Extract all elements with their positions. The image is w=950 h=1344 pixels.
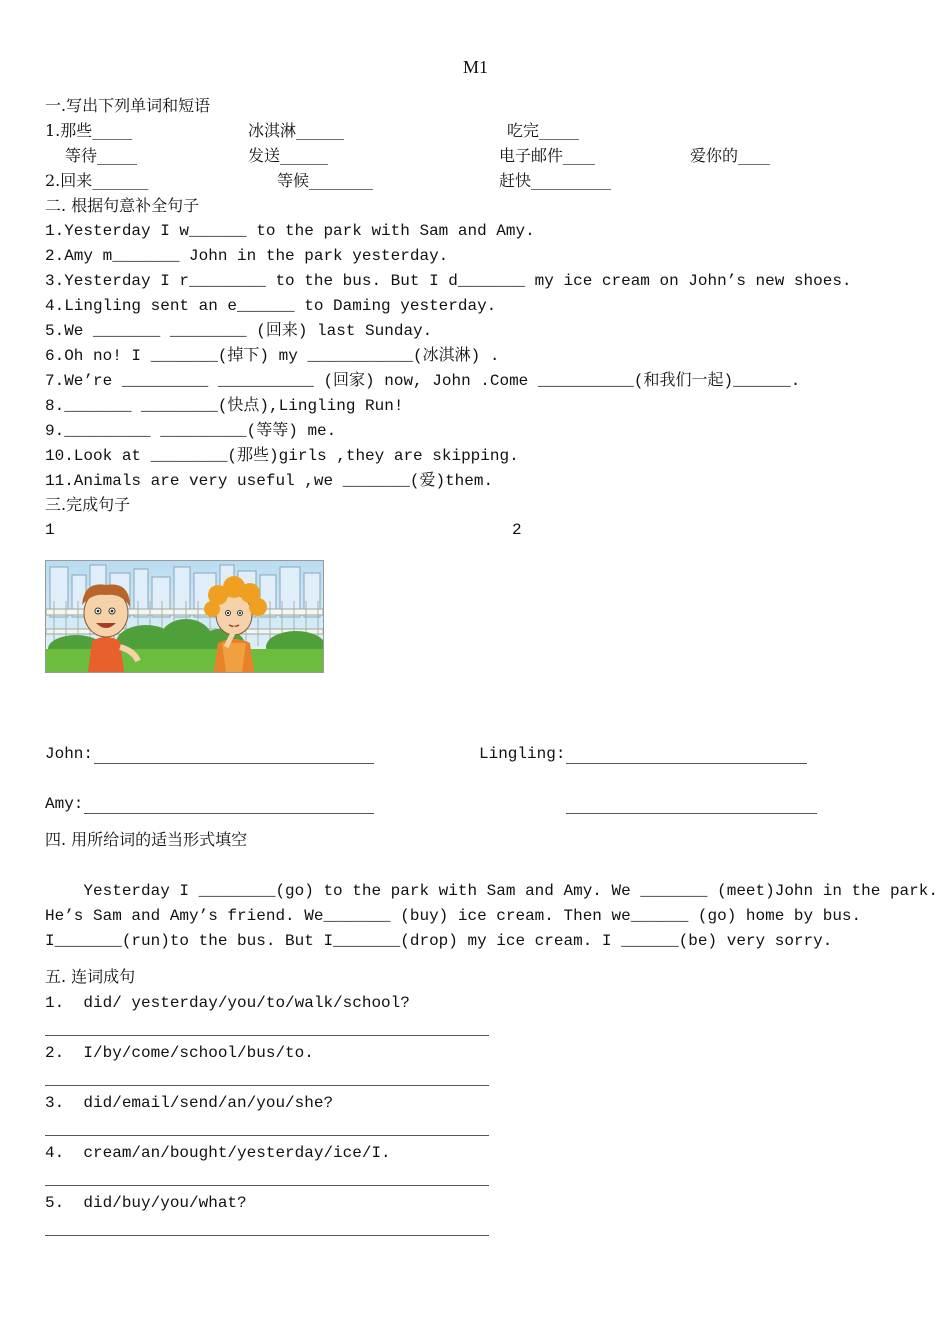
section2-heading: 二. 根据句意补全句子 <box>45 196 200 215</box>
reorder-item: 1. did/ yesterday/you/to/walk/school? <box>45 994 410 1012</box>
passage-line: He’s Sam and Amy’s friend. We_______ (buy) ice cream. Then we______ (go) home by bus. <box>45 907 862 925</box>
sentence-item: 8._______ ________(快点),Lingling Run! <box>45 397 404 415</box>
section5-heading: 五. 连词成句 <box>45 967 136 986</box>
vocab-item: 爱你的____ <box>690 146 771 165</box>
sentence-item: 6.Oh no! I _______(掉下) my ___________(冰淇淋) . <box>45 347 500 365</box>
picture-number-1: 1 <box>45 521 55 539</box>
passage-line: I_______(run)to the bus. But I_______(drop) my ice cream. I ______(be) very sorry. <box>45 932 833 950</box>
section4-heading: 四. 用所给词的适当形式填空 <box>45 830 248 849</box>
answer-line[interactable] <box>566 813 817 814</box>
vocab-item: 发送______ <box>248 146 329 165</box>
sentence-item: 5.We _______ ________ (回来) last Sunday. <box>45 322 433 340</box>
lingling-label: Lingling: <box>479 745 566 763</box>
sentence-item: 7.We’re _________ __________ (回家) now, John .Come __________(和我们一起)______. <box>45 372 801 390</box>
vocab-item: 等待_____ <box>65 146 138 165</box>
vocab-item: 吃完_____ <box>507 121 580 140</box>
answer-line[interactable] <box>45 1135 489 1136</box>
vocab-item: 等候________ <box>277 171 374 190</box>
john-label: John: <box>45 745 94 763</box>
reorder-item: 4. cream/an/bought/yesterday/ice/I. <box>45 1144 391 1162</box>
section1-heading: 一.写出下列单词和短语 <box>45 96 211 115</box>
answer-line[interactable] <box>45 1235 489 1236</box>
answer-line[interactable] <box>45 1185 489 1186</box>
sentence-item: 9._________ _________(等等) me. <box>45 422 337 440</box>
sentence-item: 10.Look at ________(那些)girls ,they are skipping. <box>45 447 519 465</box>
vocab-item: 电子邮件____ <box>499 146 596 165</box>
answer-line[interactable] <box>94 763 374 764</box>
answer-line[interactable] <box>45 1035 489 1036</box>
picture-number-2: 2 <box>512 521 522 539</box>
reorder-item: 2. I/by/come/school/bus/to. <box>45 1044 314 1062</box>
sentence-item: 2.Amy m_______ John in the park yesterday. <box>45 247 449 265</box>
passage-line: Yesterday I ________(go) to the park with Sam and Amy. We _______ (meet)John in the park. <box>45 882 938 900</box>
vocab-item: 赶快__________ <box>499 171 612 190</box>
answer-line[interactable] <box>84 813 374 814</box>
sentence-item: 3.Yesterday I r________ to the bus. But I d_______ my ice cream on John’s new shoes. <box>45 272 852 290</box>
answer-line[interactable] <box>45 1085 489 1086</box>
sentence-item: 11.Animals are very useful ,we _______(爱)them. <box>45 472 494 490</box>
reorder-item: 5. did/buy/you/what? <box>45 1194 247 1212</box>
page-title: M1 <box>463 57 489 77</box>
vocab-item: 2.回来_______ <box>45 171 149 190</box>
sentence-item: 1.Yesterday I w______ to the park with Sam and Amy. <box>45 222 535 240</box>
answer-line[interactable] <box>566 763 807 764</box>
vocab-item: 1.那些_____ <box>45 121 133 140</box>
sentence-item: 4.Lingling sent an e______ to Daming yesterday. <box>45 297 497 315</box>
amy-label: Amy: <box>45 795 84 813</box>
vocab-item: 冰淇淋______ <box>248 121 345 140</box>
cartoon-picture <box>45 560 324 673</box>
section3-heading: 三.完成句子 <box>45 495 131 514</box>
reorder-item: 3. did/email/send/an/you/she? <box>45 1094 334 1112</box>
